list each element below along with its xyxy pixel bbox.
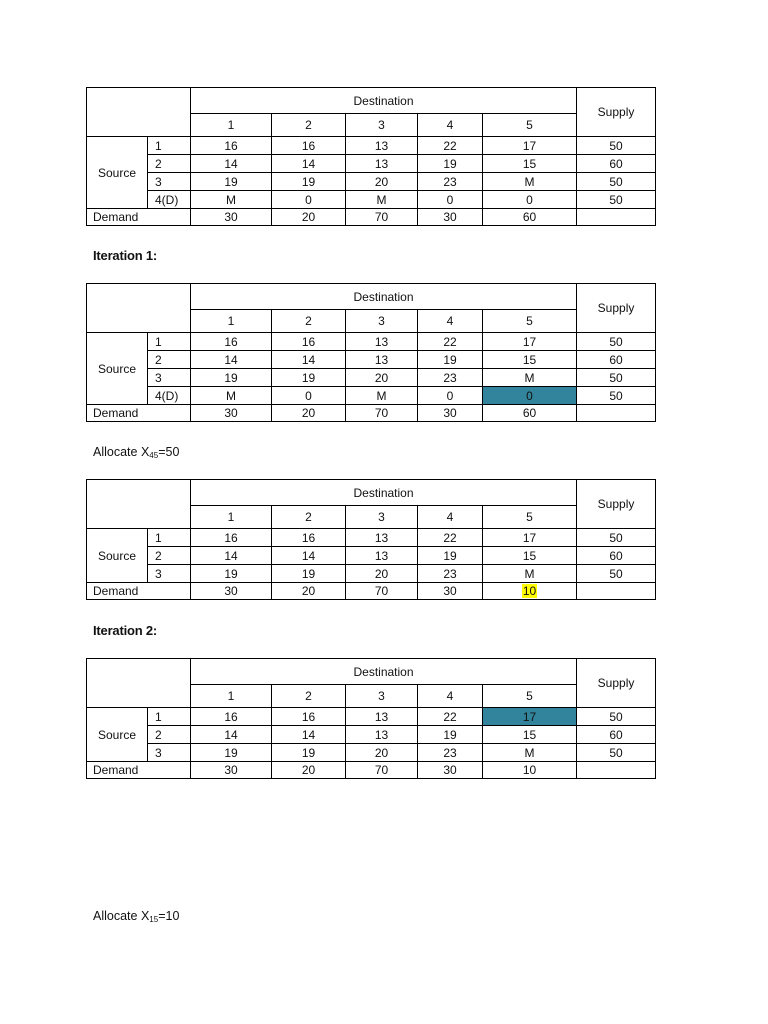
supply-header: Supply bbox=[577, 88, 656, 137]
cost-cell: M bbox=[191, 191, 272, 209]
column-header: 4 bbox=[418, 114, 483, 137]
cost-cell: 13 bbox=[346, 547, 418, 565]
cost-cell: 16 bbox=[272, 137, 346, 155]
supply-cell: 50 bbox=[577, 744, 656, 762]
cost-cell: 16 bbox=[272, 333, 346, 351]
demand-label: Demand bbox=[87, 762, 191, 779]
cost-cell: 19 bbox=[191, 565, 272, 583]
row-label: 4(D) bbox=[148, 387, 191, 405]
cost-cell: 14 bbox=[191, 547, 272, 565]
demand-label: Demand bbox=[87, 209, 191, 226]
cost-cell: 13 bbox=[346, 137, 418, 155]
cost-cell: 0 bbox=[272, 387, 346, 405]
demand-cell: 70 bbox=[346, 209, 418, 226]
row-label: 2 bbox=[148, 351, 191, 369]
cost-cell: 22 bbox=[418, 529, 483, 547]
highlighted-demand-value: 10 bbox=[522, 584, 537, 598]
demand-cell: 30 bbox=[191, 762, 272, 779]
column-header: 1 bbox=[191, 685, 272, 708]
cost-cell: 20 bbox=[346, 565, 418, 583]
corner-cell bbox=[87, 284, 191, 333]
cost-cell: 13 bbox=[346, 333, 418, 351]
demand-cell-highlighted bbox=[483, 583, 577, 600]
source-label: Source bbox=[87, 333, 148, 405]
cost-cell: 19 bbox=[418, 155, 483, 173]
cost-cell: 20 bbox=[346, 173, 418, 191]
column-header: 1 bbox=[191, 114, 272, 137]
allocate-subscript: 15 bbox=[149, 915, 159, 924]
row-label: 3 bbox=[148, 369, 191, 387]
allocate-subscript: 45 bbox=[149, 451, 159, 460]
cost-cell: 19 bbox=[418, 351, 483, 369]
cost-cell: 15 bbox=[483, 155, 577, 173]
demand-cell: 70 bbox=[346, 583, 418, 600]
supply-cell: 50 bbox=[577, 387, 656, 405]
cost-cell: 20 bbox=[346, 744, 418, 762]
supply-cell: 60 bbox=[577, 547, 656, 565]
demand-cell: 10 bbox=[483, 762, 577, 779]
demand-cell: 70 bbox=[346, 762, 418, 779]
cost-cell: 17 bbox=[483, 137, 577, 155]
destination-header: Destination bbox=[191, 88, 577, 114]
cost-cell: 19 bbox=[418, 547, 483, 565]
empty-cell bbox=[577, 405, 656, 422]
cost-cell: 14 bbox=[272, 155, 346, 173]
supply-cell: 50 bbox=[577, 708, 656, 726]
row-label: 2 bbox=[148, 547, 191, 565]
row-label: 1 bbox=[148, 708, 191, 726]
selected-cost-cell: 17 bbox=[483, 708, 577, 726]
demand-cell: 20 bbox=[272, 405, 346, 422]
demand-cell: 70 bbox=[346, 405, 418, 422]
cost-cell: 16 bbox=[191, 529, 272, 547]
cost-cell: 19 bbox=[272, 369, 346, 387]
cost-cell: 0 bbox=[418, 191, 483, 209]
column-header: 1 bbox=[191, 506, 272, 529]
supply-cell: 50 bbox=[577, 137, 656, 155]
cost-cell: 19 bbox=[191, 369, 272, 387]
row-label: 4(D) bbox=[148, 191, 191, 209]
supply-cell: 50 bbox=[577, 333, 656, 351]
supply-header: Supply bbox=[577, 284, 656, 333]
cost-cell: 13 bbox=[346, 155, 418, 173]
supply-cell: 60 bbox=[577, 726, 656, 744]
cost-cell: 19 bbox=[272, 744, 346, 762]
cost-cell: 15 bbox=[483, 351, 577, 369]
cost-cell: 13 bbox=[346, 726, 418, 744]
destination-header: Destination bbox=[191, 480, 577, 506]
demand-cell: 30 bbox=[191, 583, 272, 600]
corner-cell bbox=[87, 480, 191, 529]
allocate-prefix: Allocate X bbox=[93, 445, 150, 459]
demand-cell: 30 bbox=[418, 209, 483, 226]
column-header: 5 bbox=[483, 114, 577, 137]
supply-cell: 50 bbox=[577, 565, 656, 583]
cost-cell: 14 bbox=[191, 726, 272, 744]
demand-cell: 30 bbox=[418, 583, 483, 600]
cost-cell: 14 bbox=[191, 155, 272, 173]
cost-cell: 23 bbox=[418, 744, 483, 762]
cost-cell: M bbox=[346, 191, 418, 209]
row-label: 2 bbox=[148, 726, 191, 744]
cost-cell: M bbox=[191, 387, 272, 405]
cost-cell: 14 bbox=[272, 547, 346, 565]
supply-cell: 50 bbox=[577, 529, 656, 547]
cost-cell: 14 bbox=[272, 351, 346, 369]
row-label: 1 bbox=[148, 529, 191, 547]
supply-header: Supply bbox=[577, 659, 656, 708]
cost-cell: 0 bbox=[483, 191, 577, 209]
cost-cell: M bbox=[483, 565, 577, 583]
destination-header: Destination bbox=[191, 284, 577, 310]
cost-cell: 17 bbox=[483, 333, 577, 351]
column-header: 1 bbox=[191, 310, 272, 333]
demand-cell: 60 bbox=[483, 405, 577, 422]
demand-cell: 60 bbox=[483, 209, 577, 226]
demand-label: Demand bbox=[87, 405, 191, 422]
cost-cell: 14 bbox=[272, 726, 346, 744]
cost-cell: 13 bbox=[346, 529, 418, 547]
column-header: 4 bbox=[418, 310, 483, 333]
cost-cell: 22 bbox=[418, 333, 483, 351]
selected-cost-cell: 0 bbox=[483, 387, 577, 405]
allocate-x15-note bbox=[93, 909, 179, 924]
cost-cell: 23 bbox=[418, 173, 483, 191]
cost-cell: 23 bbox=[418, 369, 483, 387]
supply-cell: 60 bbox=[577, 351, 656, 369]
transportation-table-iteration-2 bbox=[86, 658, 656, 779]
row-label: 3 bbox=[148, 744, 191, 762]
demand-label: Demand bbox=[87, 583, 191, 600]
empty-cell bbox=[577, 583, 656, 600]
column-header: 3 bbox=[346, 685, 418, 708]
demand-cell: 20 bbox=[272, 209, 346, 226]
column-header: 2 bbox=[272, 310, 346, 333]
supply-cell: 50 bbox=[577, 369, 656, 387]
cost-cell: 19 bbox=[191, 744, 272, 762]
column-header: 5 bbox=[483, 685, 577, 708]
column-header: 5 bbox=[483, 506, 577, 529]
column-header: 3 bbox=[346, 114, 418, 137]
column-header: 5 bbox=[483, 310, 577, 333]
source-label: Source bbox=[87, 708, 148, 762]
empty-cell bbox=[577, 209, 656, 226]
cost-cell: 16 bbox=[272, 708, 346, 726]
cost-cell: 17 bbox=[483, 529, 577, 547]
cost-cell: 22 bbox=[418, 708, 483, 726]
supply-cell: 50 bbox=[577, 191, 656, 209]
cost-cell: 15 bbox=[483, 547, 577, 565]
column-header: 2 bbox=[272, 506, 346, 529]
source-label: Source bbox=[87, 529, 148, 583]
cost-cell: 16 bbox=[191, 708, 272, 726]
column-header: 3 bbox=[346, 506, 418, 529]
corner-cell bbox=[87, 88, 191, 137]
source-label: Source bbox=[87, 137, 148, 209]
allocate-suffix: =10 bbox=[158, 909, 180, 923]
transportation-table-initial bbox=[86, 87, 656, 226]
cost-cell: 14 bbox=[191, 351, 272, 369]
corner-cell bbox=[87, 659, 191, 708]
transportation-table-reduced bbox=[86, 479, 656, 600]
cost-cell: 19 bbox=[191, 173, 272, 191]
row-label: 3 bbox=[148, 173, 191, 191]
demand-cell: 30 bbox=[191, 209, 272, 226]
supply-cell: 50 bbox=[577, 173, 656, 191]
cost-cell: 13 bbox=[346, 708, 418, 726]
row-label: 3 bbox=[148, 565, 191, 583]
cost-cell: 16 bbox=[272, 529, 346, 547]
supply-header: Supply bbox=[577, 480, 656, 529]
cost-cell: 0 bbox=[272, 191, 346, 209]
cost-cell: 15 bbox=[483, 726, 577, 744]
cost-cell: 13 bbox=[346, 351, 418, 369]
cost-cell: 0 bbox=[418, 387, 483, 405]
cost-cell: 19 bbox=[272, 565, 346, 583]
column-header: 4 bbox=[418, 506, 483, 529]
demand-cell: 30 bbox=[418, 405, 483, 422]
cost-cell: 16 bbox=[191, 333, 272, 351]
iteration-2-heading: Iteration 2: bbox=[93, 623, 158, 638]
cost-cell: M bbox=[483, 744, 577, 762]
demand-cell: 20 bbox=[272, 583, 346, 600]
cost-cell: 16 bbox=[191, 137, 272, 155]
column-header: 2 bbox=[272, 685, 346, 708]
cost-cell: M bbox=[483, 369, 577, 387]
row-label: 1 bbox=[148, 333, 191, 351]
row-label: 1 bbox=[148, 137, 191, 155]
cost-cell: 23 bbox=[418, 565, 483, 583]
destination-header: Destination bbox=[191, 659, 577, 685]
column-header: 2 bbox=[272, 114, 346, 137]
column-header: 3 bbox=[346, 310, 418, 333]
column-header: 4 bbox=[418, 685, 483, 708]
supply-cell: 60 bbox=[577, 155, 656, 173]
allocate-x45-note bbox=[93, 445, 179, 460]
demand-cell: 20 bbox=[272, 762, 346, 779]
cost-cell: 20 bbox=[346, 369, 418, 387]
allocate-suffix: =50 bbox=[158, 445, 180, 459]
cost-cell: 22 bbox=[418, 137, 483, 155]
cost-cell: 19 bbox=[272, 173, 346, 191]
cost-cell: M bbox=[483, 173, 577, 191]
allocate-prefix: Allocate X bbox=[93, 909, 150, 923]
empty-cell bbox=[577, 762, 656, 779]
demand-cell: 30 bbox=[418, 762, 483, 779]
cost-cell: 19 bbox=[418, 726, 483, 744]
iteration-1-heading: Iteration 1: bbox=[93, 248, 158, 263]
cost-cell: M bbox=[346, 387, 418, 405]
transportation-table-iteration-1 bbox=[86, 283, 656, 422]
row-label: 2 bbox=[148, 155, 191, 173]
demand-cell: 30 bbox=[191, 405, 272, 422]
